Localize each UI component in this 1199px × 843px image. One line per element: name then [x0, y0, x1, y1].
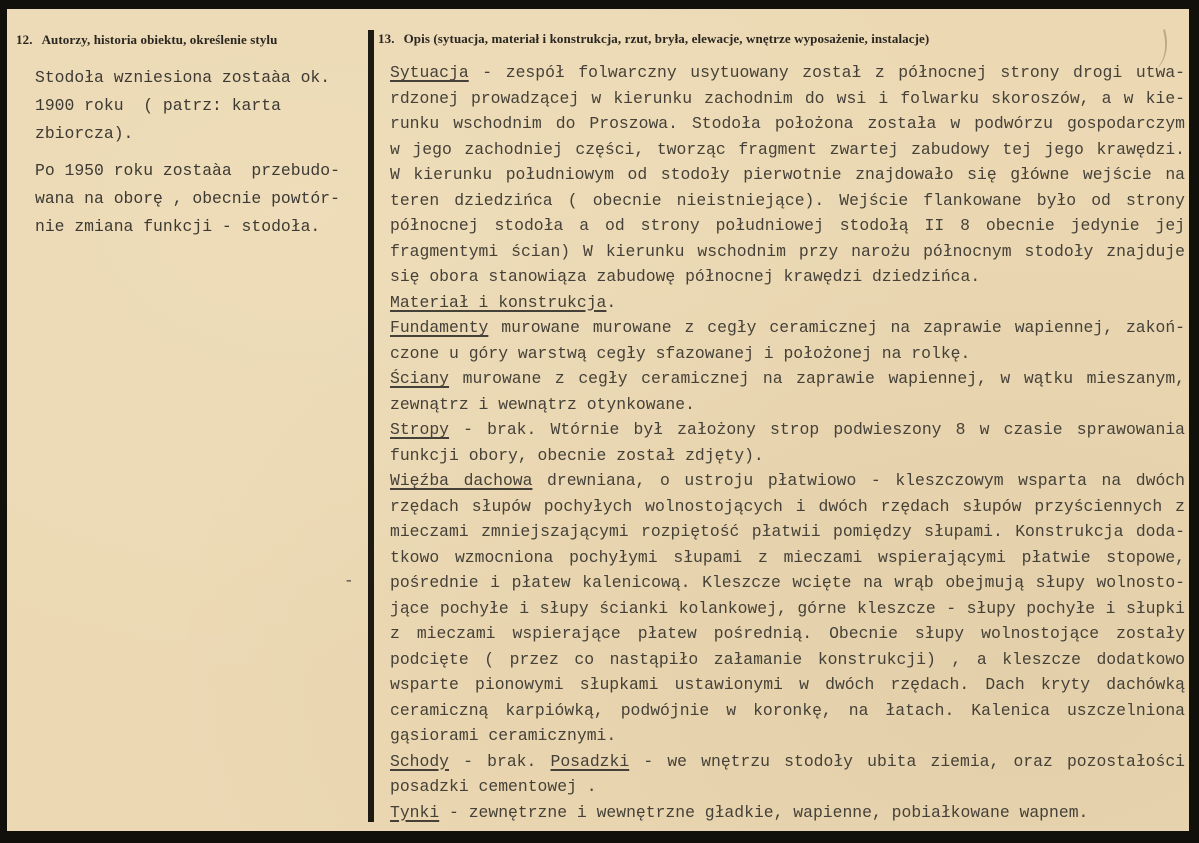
underlined-term: Stropy: [390, 420, 450, 439]
text-line: Stodoła wzniesiona zostaàa ok.: [35, 68, 331, 87]
text-segment: rzędach słupów pochyłych wolnostojących i dwóch rzędach słupów przyściennych z: [390, 496, 1185, 516]
text-line: wana na oborę , obecnie powtór-: [35, 189, 340, 208]
text-line: [390, 723, 1185, 749]
text-line: [390, 698, 1185, 724]
text-line: [390, 111, 1185, 137]
underlined-term: Materiał i konstrukcja: [390, 292, 607, 312]
text-line: [390, 494, 1185, 520]
section-12-header: [16, 32, 277, 48]
text-line: [390, 519, 1185, 545]
underlined-term: Tynki: [390, 802, 440, 822]
text-segment: się obora stanowiąza zabudowę północnej krawędzi dziedzińca.: [390, 267, 981, 286]
text-segment: ceramiczną karpiówką, podwójnie w koronkę, na łatach. Kalenica uszczelniona: [390, 700, 1185, 720]
text-segment: runku wschodnim do Proszowa. Stodoła położona została w podwórzu gospodarczym: [390, 114, 1185, 133]
text-segment: wsparte pionowymi słupkami ustawionymi w dwóch rzędach. Dach kryty dachówką: [390, 675, 1185, 694]
section-12-body: [35, 64, 365, 250]
text-segment: murowane murowane z cegły ceramicznej na zaprawie wapiennej, zakoń-: [488, 318, 1185, 337]
underlined-term: Sytuacja: [390, 63, 469, 82]
text-segment: - zespół folwarczny usytuowany został z północnej strony drogi utwa-: [468, 63, 1185, 82]
text-segment: pośrednie i płatew kalenicową. Kleszcze wcięte na wrąb obejmują słupy wolnosto-: [390, 573, 1185, 592]
underlined-term: Więźba dachowa: [390, 471, 533, 490]
section-12-number: 12.: [16, 32, 33, 47]
text-line: zbiorcza).: [35, 124, 134, 143]
text-line: [390, 290, 1185, 316]
text-segment: rdzonej prowadzącej w kierunku zachodnim do wsi i folwarku skoroszów, a w kie-: [390, 88, 1185, 108]
text-line: [390, 392, 1185, 418]
text-line: [390, 774, 1185, 800]
text-line: [390, 264, 1185, 290]
section-13-title: Opis (sytuacja, materiał i konstrukcja, rzut, bryła, elewacje, wnętrze wyposażenie, instalacje): [403, 31, 930, 46]
text-segment: gąsiorami ceramicznymi.: [390, 726, 617, 745]
paragraph: [35, 157, 365, 241]
text-line: [390, 545, 1185, 571]
text-segment: - zewnętrzne i wewnętrzne gładkie, wapienne, pobiałkowane wapnem.: [439, 802, 1089, 822]
text-line: [390, 800, 1185, 826]
text-line: [390, 621, 1185, 647]
text-segment: - brak.: [449, 751, 551, 771]
text-line: [390, 647, 1185, 673]
scan-edge-bottom: [0, 831, 1199, 843]
underlined-term: Schody: [390, 751, 450, 771]
text-segment: tkowo wzmocniona pochyłymi słupami z mieczami wspierającymi płatwie stopowe,: [390, 547, 1185, 567]
text-line: [390, 468, 1185, 494]
scan-edge-right: [1189, 0, 1199, 843]
text-segment: fragmentymi ścian) W kierunku wschodnim przy narożu północnym stodoły znajduje: [390, 241, 1185, 261]
section-13-number: 13.: [378, 31, 395, 46]
underlined-term: Posadzki: [550, 751, 630, 771]
text-segment: murowane z cegły ceramicznej na zaprawie wapiennej, w wątku mieszanym,: [449, 369, 1185, 388]
section-13-header: [378, 31, 929, 47]
text-line: [390, 570, 1185, 596]
text-line: [390, 86, 1185, 112]
text-line: [390, 596, 1185, 622]
text-line: nie zmiana funkcji - stodoła.: [35, 217, 321, 236]
margin-dash-mark: -: [344, 572, 354, 590]
text-line: [390, 315, 1185, 341]
text-line: [390, 749, 1185, 775]
text-segment: W kierunku południowym od stodoły pierwotnie znajdowało się główne wejście na: [390, 165, 1185, 184]
column-divider: [368, 30, 374, 822]
text-line: 1900 roku ( patrz: karta: [35, 96, 281, 115]
section-13-body: [390, 60, 1185, 825]
text-segment: teren dziedzińca ( obecnie nieistniejące). Wejście flankowane było od strony: [390, 190, 1185, 210]
scan-edge-top: [0, 0, 1199, 9]
text-line: [390, 60, 1185, 86]
text-segment: posadzki cementowej .: [390, 777, 597, 796]
text-line: [390, 672, 1185, 698]
text-segment: z mieczami wspierające płatew pośrednią. Obecnie słupy wolnostojące zostały: [390, 624, 1185, 643]
text-segment: jące pochyłe i słupy ścianki kolankowej, górne kleszcze - słupy pochyłe i słupki: [390, 598, 1185, 618]
text-line: [390, 213, 1185, 239]
text-line: [390, 188, 1185, 214]
text-line: [390, 417, 1185, 443]
underlined-term: Ściany: [390, 369, 450, 388]
text-segment: zewnątrz i wewnątrz otynkowane.: [390, 394, 695, 414]
text-segment: - we wnętrzu stodoły ubita ziemia, oraz pozostałości: [629, 751, 1185, 771]
text-segment: czone u góry warstwą cegły sfazowanej i położonej na rolkę.: [390, 343, 971, 363]
text-segment: .: [606, 292, 617, 312]
text-segment: - brak. Wtórnie był założony strop podwieszony 8 w czasie sprawowania: [449, 420, 1185, 439]
text-segment: północnej stodoła a od strony południowej stodołą II 8 obecnie jedynie jej: [390, 216, 1185, 235]
text-line: [390, 162, 1185, 188]
scan-edge-left: [0, 0, 7, 843]
paragraph: [35, 64, 365, 148]
underlined-term: Fundamenty: [390, 318, 489, 337]
text-segment: podcięte ( przez co nastąpiło załamanie konstrukcji) , a kleszcze dodatkowo: [390, 649, 1185, 669]
text-line: Po 1950 roku zostaàa przebudo-: [35, 161, 340, 180]
text-line: [390, 443, 1185, 469]
text-line: [390, 239, 1185, 265]
text-segment: mieczami zmniejszającymi rozpiętość płatwii pomiędzy słupami. Konstrukcja doda-: [390, 522, 1185, 541]
text-line: [390, 341, 1185, 367]
text-segment: w jego zachodniej części, tworząc fragment zwartej zabudowy tej jego krawędzi.: [390, 139, 1185, 159]
text-line: [390, 366, 1185, 392]
text-line: [390, 137, 1185, 163]
text-segment: funkcji obory, obecnie został zdjęty).: [390, 445, 764, 465]
text-segment: drewniana, o ustroju płatwiowo - kleszczowym wsparta na dwóch: [532, 471, 1185, 490]
section-12-title: Autorzy, historia obiektu, określenie stylu: [41, 32, 278, 47]
